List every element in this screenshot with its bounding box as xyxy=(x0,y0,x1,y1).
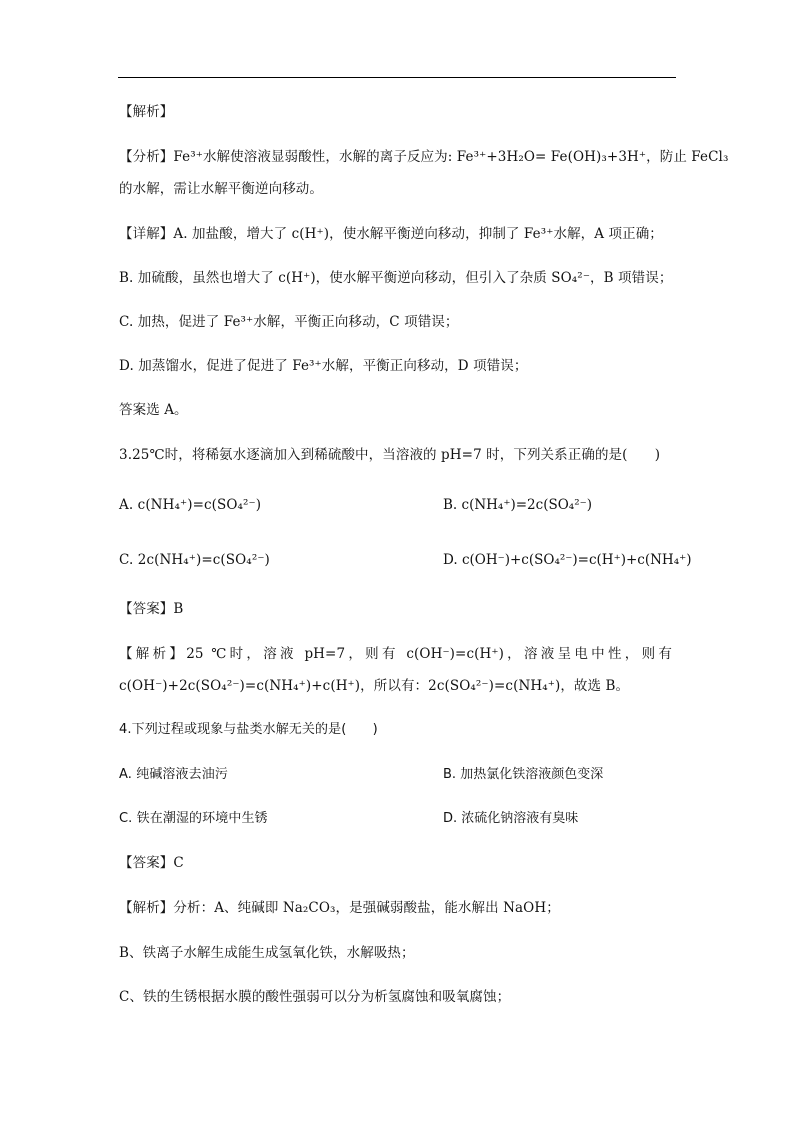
conclusion-line xyxy=(119,401,188,419)
q3-explain-label: 【解析】 xyxy=(119,646,187,662)
q4-option-c-label: C. xyxy=(119,811,133,826)
q3-option-a-text: c(NH₄⁺)=c(SO₄²⁻) xyxy=(137,497,262,513)
q3-option-b-label: B. xyxy=(443,497,458,513)
q3-option-c-text: 2c(NH₄⁺)=c(SO₄²⁻) xyxy=(137,552,270,568)
q4-answer-label: 【答案】 xyxy=(119,855,174,871)
q4-explain-line-2 xyxy=(119,944,415,962)
q4-explain-text-2: B、铁离子水解生成能生成氢氧化铁，水解吸热； xyxy=(119,945,415,961)
q3-explain-text-cont: c(OH⁻)+2c(SO₄²⁻)=c(NH₄⁺)+c(H⁺)，所以有：2c(SO₄²⁻)=c(NH₄⁺)，故选 B。 xyxy=(119,678,630,694)
question-4-stem xyxy=(119,721,378,739)
analysis-line-2 xyxy=(119,180,323,198)
q3-option-a xyxy=(119,496,261,514)
q3-option-b xyxy=(443,496,592,514)
q3-option-d xyxy=(443,551,692,569)
q4-option-d xyxy=(443,810,578,828)
q3-option-c-label: C. xyxy=(119,552,134,568)
detail-A-text: A. 加盐酸，增大了 c(H⁺)，使水解平衡逆向移动，抑制了 Fe³⁺水解，A 项正确； xyxy=(173,226,663,242)
q3-answer-label: 【答案】 xyxy=(119,601,174,617)
q4-explain-text-3: C、铁的生锈根据水膜的酸性强弱可以分为析氢腐蚀和吸氧腐蚀； xyxy=(119,989,511,1005)
q4-answer xyxy=(119,854,184,872)
q4-option-a-label: A. xyxy=(119,767,132,782)
detail-B-text: B. 加硫酸，虽然也增大了 c(H⁺)，使水解平衡逆向移动，但引入了杂质 SO₄²⁻，B 项错误； xyxy=(119,270,673,286)
question-4-stem-text: 4.下列过程或现象与盐类水解无关的是( ) xyxy=(119,722,378,737)
q3-option-d-label: D. xyxy=(443,552,458,568)
q3-option-d-text: c(OH⁻)+c(SO₄²⁻)=c(H⁺)+c(NH₄⁺) xyxy=(461,552,692,568)
detail-D-text: D. 加蒸馏水，促进了促进了 Fe³⁺水解，平衡正向移动，D 项错误； xyxy=(119,358,528,374)
q3-option-b-text: c(NH₄⁺)=2c(SO₄²⁻) xyxy=(461,497,592,513)
conclusion-text: 答案选 A。 xyxy=(119,402,188,418)
q4-option-d-text: 浓硫化钠溶液有臭味 xyxy=(461,811,579,826)
q4-explain-label: 【解析】 xyxy=(119,900,174,916)
section-heading-text: 【解析】 xyxy=(119,104,174,120)
q4-answer-value: C xyxy=(173,855,184,871)
header-rule xyxy=(118,77,676,78)
q4-option-b xyxy=(443,766,603,784)
q4-explain-text: 分析：A、纯碱即 Na₂CO₃，是强碱弱酸盐，能水解出 NaOH； xyxy=(173,900,560,916)
detail-line-A xyxy=(119,225,663,243)
analysis-text-cont: 的水解，需让水解平衡逆向移动。 xyxy=(119,181,323,197)
q3-option-c xyxy=(119,551,270,569)
q3-answer-value: B xyxy=(173,601,184,617)
q3-explain-text: 25 ℃时，溶液 pH=7，则有 c(OH⁻)=c(H⁺)，溶液呈电中性，则有 xyxy=(186,646,673,662)
q4-option-c xyxy=(119,810,268,828)
question-3-stem-text: 3.25℃时，将稀氨水逐滴加入到稀硫酸中，当溶液的 pH=7 时，下列关系正确的是( ) xyxy=(119,447,661,463)
question-3-stem xyxy=(119,446,660,464)
analysis-text: Fe³⁺水解使溶液显弱酸性，水解的离子反应为: Fe³⁺+3H₂O= Fe(OH)₃+3H⁺，防止 FeCl₃ xyxy=(173,149,729,165)
q3-answer xyxy=(119,600,183,618)
analysis-label: 【分析】 xyxy=(119,149,174,165)
q4-option-d-label: D. xyxy=(443,811,458,826)
q4-option-c-text: 铁在潮湿的环境中生锈 xyxy=(136,811,268,826)
q4-option-b-label: B. xyxy=(443,767,457,782)
q3-explain-line-1 xyxy=(119,645,672,663)
q3-explain-line-2 xyxy=(119,677,629,695)
detail-line-C xyxy=(119,313,459,331)
detail-line-B xyxy=(119,269,672,287)
q4-option-a-text: 纯碱溶液去油污 xyxy=(136,767,228,782)
detail-label: 【详解】 xyxy=(119,226,174,242)
detail-C-text: C. 加热，促进了 Fe³⁺水解，平衡正向移动，C 项错误； xyxy=(119,314,459,330)
q4-option-b-text: 加热氯化铁溶液颜色变深 xyxy=(460,767,604,782)
analysis-line-1 xyxy=(119,148,728,166)
section-heading xyxy=(119,103,173,121)
q4-explain-line-1 xyxy=(119,899,560,917)
detail-line-D xyxy=(119,357,528,375)
q4-option-a xyxy=(119,766,228,784)
q4-explain-line-3 xyxy=(119,988,510,1006)
q3-option-a-label: A. xyxy=(119,497,134,513)
